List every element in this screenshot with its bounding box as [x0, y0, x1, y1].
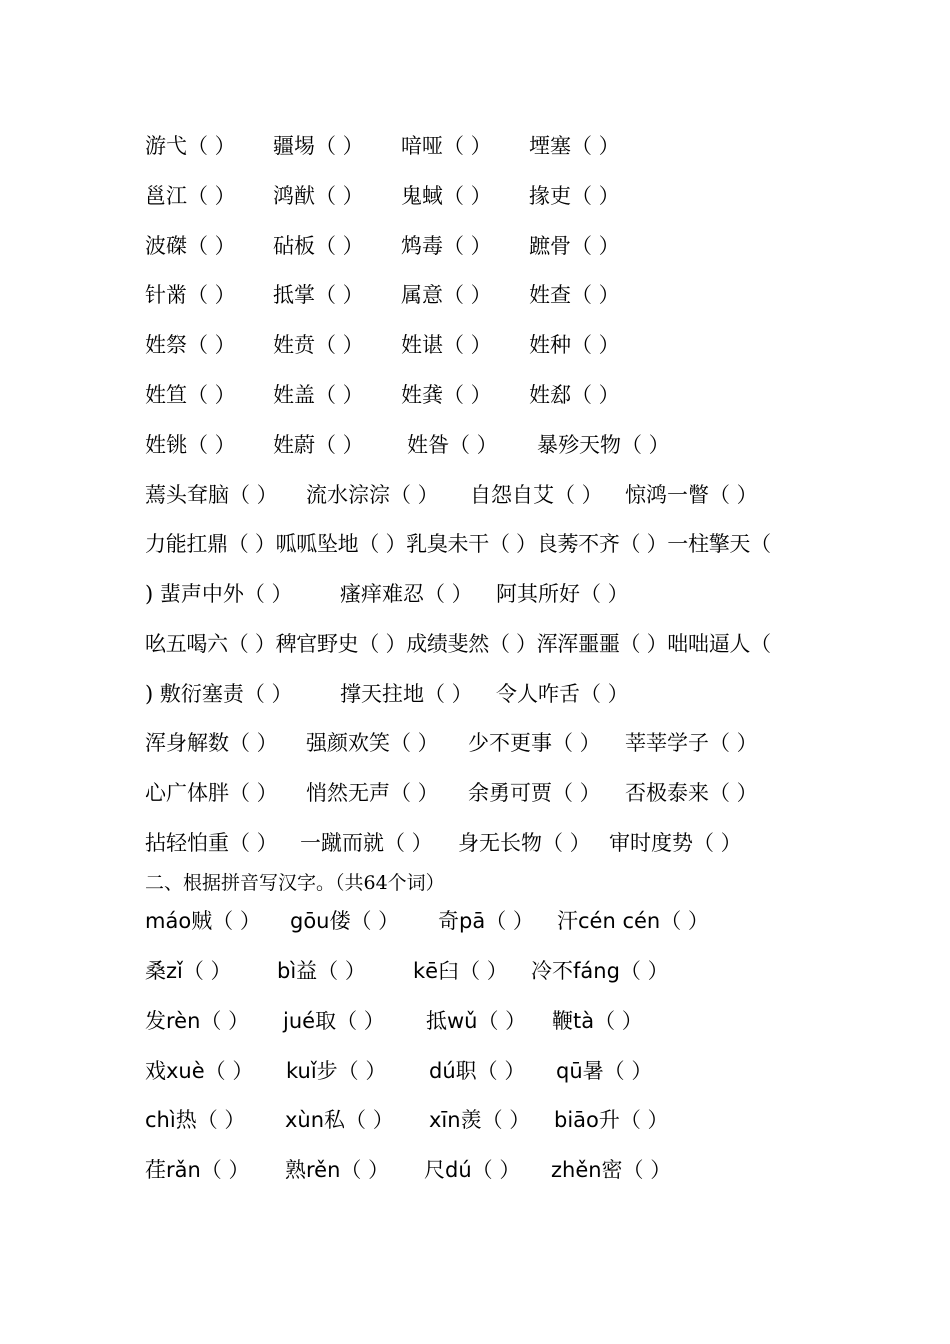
pinyin-row: [145, 954, 910, 988]
word-item: 心广体胖（ ）: [145, 781, 278, 805]
pinyin-item: 荏rǎn（ ）: [145, 1158, 250, 1182]
word-row: [145, 776, 910, 810]
word-item: 砧板（ ）: [273, 234, 364, 258]
word-item: 针黹（ ）: [145, 283, 236, 307]
word-item: 邕江（ ）: [145, 184, 236, 208]
word-item: 吆五喝六（ ）稗官野史（ ）成绩斐然（ ）浑浑噩噩（ ）咄咄逼人（: [145, 632, 771, 656]
word-item: 流水淙淙（ ）: [306, 483, 439, 507]
word-item: 力能扛鼎（ ）呱呱坠地（ ）乳臭未干（ ）良莠不齐（ ）一柱擎天（: [145, 532, 771, 556]
pinyin-item: qū暑（ ）: [556, 1059, 653, 1083]
word-item: 堙塞（ ）: [529, 134, 620, 158]
section-heading: [145, 866, 910, 900]
word-item: 撑天拄地（ ）: [340, 682, 473, 706]
word-item: 姓祭（ ）: [145, 333, 236, 357]
pinyin-item: chì热（ ）: [145, 1108, 246, 1132]
pinyin-item: 抵wǔ（ ）: [426, 1009, 527, 1033]
word-row: [145, 278, 910, 312]
pinyin-item: xùn私（ ）: [285, 1108, 394, 1132]
pinyin-item: 尺dú（ ）: [424, 1158, 521, 1182]
word-row: [145, 328, 910, 362]
word-row: [145, 577, 910, 611]
word-item: 姓贲（ ）: [273, 333, 364, 357]
word-item: 姓郄（ ）: [529, 383, 620, 407]
word-item: 波磔（ ）: [145, 234, 236, 258]
word-row: [145, 627, 910, 661]
word-item: 莘莘学子（ ）: [625, 731, 758, 755]
word-item: 疆埸（ ）: [273, 134, 364, 158]
word-item: 游弋（ ）: [145, 134, 236, 158]
pinyin-item: máo贼（ ）: [145, 909, 261, 933]
word-item: 自怨自艾（ ）: [470, 483, 603, 507]
pinyin-item: kē臼（ ）: [413, 959, 508, 983]
word-item: 令人咋舌（ ）: [496, 682, 629, 706]
word-row: [145, 726, 910, 760]
word-row: [145, 527, 910, 561]
word-item: 姓蔚（ ）: [273, 433, 364, 457]
pinyin-item: 汗cén cén（ ）: [557, 909, 709, 933]
word-item: 姓笪（ ）: [145, 383, 236, 407]
word-item: 蔫头耷脑（ ）: [145, 483, 278, 507]
pinyin-item: xīn羡（ ）: [429, 1108, 531, 1132]
word-item: ) 蜚声中外（ ）: [145, 582, 293, 606]
word-row: [145, 229, 910, 263]
pinyin-row: [145, 1153, 910, 1187]
word-item: 少不更事（ ）: [468, 731, 601, 755]
word-item: 拈轻怕重（ ）: [145, 831, 278, 855]
pinyin-item: zhěn密（ ）: [551, 1158, 672, 1182]
pinyin-item: 奇pā（ ）: [438, 909, 534, 933]
word-item: 浑身解数（ ）: [145, 731, 278, 755]
word-item: 喑哑（ ）: [401, 134, 492, 158]
pinyin-item: kuǐ步（ ）: [286, 1059, 387, 1083]
pinyin-item: 熟rěn（ ）: [285, 1158, 390, 1182]
word-row: [145, 478, 910, 512]
word-item: 鸿猷（ ）: [273, 184, 364, 208]
word-row: [145, 428, 910, 462]
pinyin-item: 桑zǐ（ ）: [145, 959, 232, 983]
pinyin-item: 冷不fáng（ ）: [531, 959, 669, 983]
word-item: 姓谌（ ）: [401, 333, 492, 357]
pinyin-row: [145, 904, 910, 938]
pinyin-row: [145, 1004, 910, 1038]
word-item: 姓盖（ ）: [273, 383, 364, 407]
word-item: 阿其所好（ ）: [496, 582, 629, 606]
word-row: [145, 179, 910, 213]
pinyin-row: [145, 1103, 910, 1137]
word-item: 强颜欢笑（ ）: [306, 731, 439, 755]
pinyin-item: 鞭tà（ ）: [552, 1009, 643, 1033]
word-row: [145, 677, 910, 711]
word-item: 蹠骨（ ）: [529, 234, 620, 258]
word-item: 鸩毒（ ）: [401, 234, 492, 258]
word-item: 瘙痒难忍（ ）: [340, 582, 473, 606]
pinyin-row: [145, 1054, 910, 1088]
word-row: [145, 129, 910, 163]
pinyin-item: dú职（ ）: [429, 1059, 526, 1083]
word-item: 姓种（ ）: [529, 333, 620, 357]
word-item: 否极泰来（ ）: [625, 781, 758, 805]
word-item: ) 敷衍塞责（ ）: [145, 682, 293, 706]
word-row: [145, 826, 910, 860]
word-item: 属意（ ）: [401, 283, 492, 307]
word-item: 姓昝（ ）: [407, 433, 498, 457]
word-item: 姓龚（ ）: [401, 383, 492, 407]
pinyin-item: gōu偻（ ）: [290, 909, 400, 933]
word-item: 姓查（ ）: [529, 283, 620, 307]
pinyin-item: bì益（ ）: [277, 959, 366, 983]
word-item: 暴殄天物（ ）: [537, 433, 670, 457]
word-item: 掾吏（ ）: [529, 184, 620, 208]
pinyin-item: 戏xuè（ ）: [145, 1059, 254, 1083]
pinyin-item: biāo升（ ）: [554, 1108, 669, 1132]
word-item: 审时度势（ ）: [609, 831, 742, 855]
word-item: 余勇可贾（ ）: [468, 781, 601, 805]
word-item: 悄然无声（ ）: [306, 781, 439, 805]
word-item: 惊鸿一瞥（ ）: [625, 483, 758, 507]
word-row: [145, 378, 910, 412]
word-item: 一蹴而就（ ）: [300, 831, 433, 855]
word-item: 鬼蜮（ ）: [401, 184, 492, 208]
word-item: 抵掌（ ）: [273, 283, 364, 307]
word-item: 身无长物（ ）: [458, 831, 591, 855]
section-heading-text: 二、根据拼音写汉字。（共64个词）: [145, 872, 445, 894]
pinyin-item: 发rèn（ ）: [145, 1009, 250, 1033]
pinyin-item: jué取（ ）: [283, 1009, 385, 1033]
word-item: 姓铫（ ）: [145, 433, 236, 457]
